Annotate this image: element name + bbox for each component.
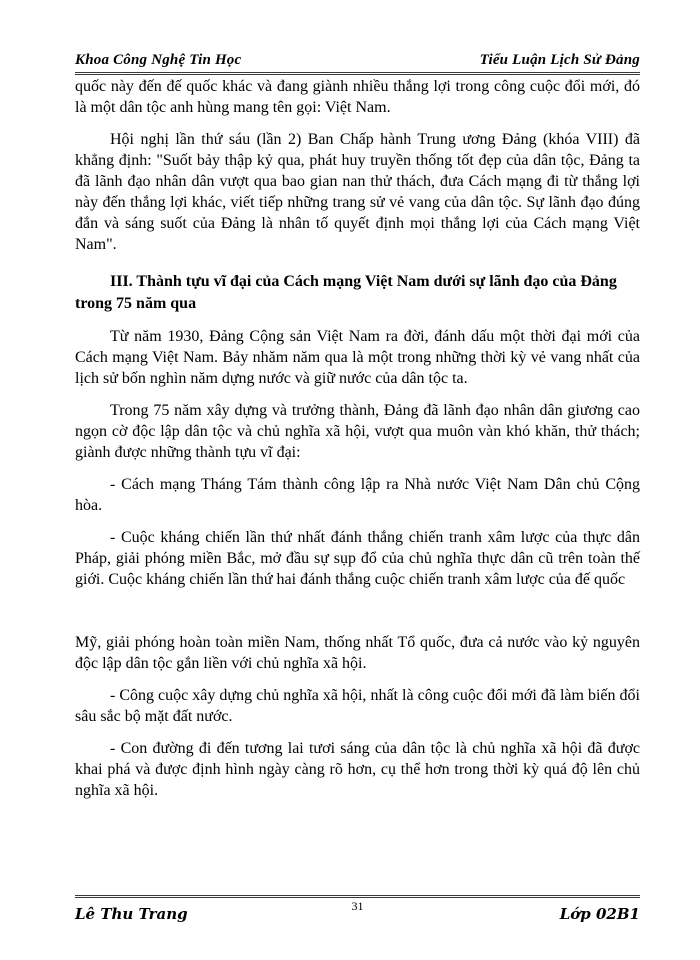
bullet-paragraph: - Con đường đi đến tương lai tươi sáng của dân tộc là chủ nghĩa xã hội đã được khai phá và được định hình ngày càng rõ hơn, cụ thể hơn trong thời kỳ quá độ lên chủ nghĩa xã hội.	[75, 740, 640, 799]
page-footer	[75, 895, 640, 923]
document-body	[75, 76, 640, 801]
body-paragraph: Mỹ, giải phóng hoàn toàn miền Nam, thống nhất Tổ quốc, đưa cả nước vào kỷ nguyên độc lập dân tộc gắn liền với chủ nghĩa xã hội.	[75, 634, 640, 672]
page-header	[75, 52, 640, 75]
bullet-paragraph: - Cách mạng Tháng Tám thành công lập ra Nhà nước Việt Nam Dân chủ Cộng hòa.	[75, 476, 640, 514]
page-number: 31	[351, 899, 364, 913]
footer-author-name: Lê Thu Trang	[75, 905, 188, 923]
body-paragraph: Từ năm 1930, Đảng Cộng sản Việt Nam ra đời, đánh dấu một thời đại mới của Cách mạng Việt Nam. Bảy nhăm năm qua là một trong những thời kỳ vẻ vang nhất của lịch sử bốn nghìn năm dựng nước và giữ nước của dân tộc ta.	[75, 328, 640, 387]
section-heading: III. Thành tựu vĩ đại của Cách mạng Việt Nam dưới sự lãnh đạo của Đảng trong 75 năm qua	[75, 273, 617, 312]
bullet-paragraph: - Cuộc kháng chiến lần thứ nhất đánh thắng chiến tranh xâm lược của thực dân Pháp, giải phóng miền Bắc, mở đầu sự sụp đổ của chủ nghĩa thực dân cũ trên toàn thế giới. Cuộc kháng chiến lần thứ hai đánh thắng cuộc chiến tranh xâm lược của đế quốc	[75, 529, 640, 588]
body-paragraph: quốc này đến đế quốc khác và đang giành nhiều thắng lợi trong công cuộc đổi mới, đó là một dân tộc anh hùng mang tên gọi: Việt Nam.	[75, 78, 640, 116]
footer-class-name: Lớp 02B1	[559, 905, 640, 923]
body-paragraph: Trong 75 năm xây dựng và trưởng thành, Đảng đã lãnh đạo nhân dân giương cao ngọn cờ độc lập dân tộc và chủ nghĩa xã hội, vượt qua muôn vàn khó khăn, thử thách; giành được những thành tựu vĩ đại:	[75, 402, 640, 461]
header-left-title: Khoa Công Nghệ Tin Học	[75, 52, 242, 68]
bullet-paragraph: - Công cuộc xây dựng chủ nghĩa xã hội, nhất là công cuộc đổi mới đã làm biến đổi sâu sắc bộ mặt đất nước.	[75, 687, 640, 725]
header-right-title: Tiểu Luận Lịch Sử Đảng	[479, 52, 640, 68]
body-paragraph: Hội nghị lần thứ sáu (lần 2) Ban Chấp hành Trung ương Đảng (khóa VIII) đã khẳng định: "Suốt bảy thập kỷ qua, phát huy truyền thống tốt đẹp của dân tộc, Đảng ta đã lãnh đạo nhân dân vượt qua bao gian nan thử thách, đưa Cách mạng đi từ thắng lợi này đến thắng lợi khác, viết tiếp những trang sử vẻ vang của dân tộc. Sự lãnh đạo đúng đắn và sáng suốt của Đảng là nhân tố quyết định mọi thắng lợi của Cách mạng Việt Nam".	[75, 131, 640, 253]
